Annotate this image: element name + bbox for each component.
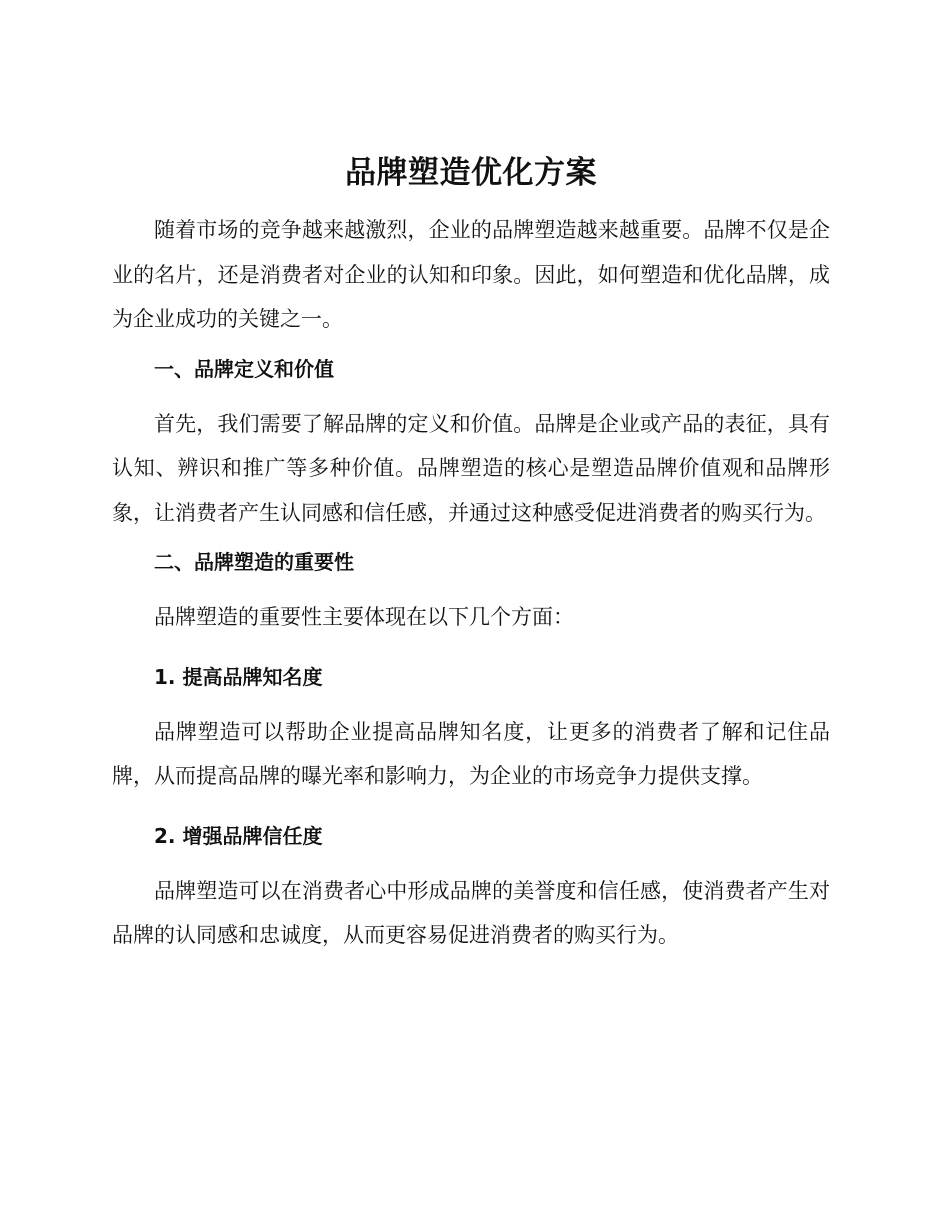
section-heading-awareness: 1. 提高品牌知名度 [154, 664, 323, 689]
intro-paragraph: 随着市场的竞争越来越激烈，企业的品牌塑造越来越重要。品牌不仅是企业的名片，还是消费者对企业的认知和印象。因此，如何塑造和优化品牌，成为企业成功的关键之一。 [112, 218, 830, 331]
section-paragraph-brand-definition: 首先，我们需要了解品牌的定义和价值。品牌是企业或产品的表征，具有认知、辨识和推广等多种价值。品牌塑造的核心是塑造品牌价值观和品牌形象，让消费者产生认同感和信任感，并通过这种感受促进消费者的购买行为。 [112, 411, 830, 525]
section-heading-brand-definition: 一、品牌定义和价值 [154, 356, 334, 381]
section-heading-trust: 2. 增强品牌信任度 [154, 823, 323, 848]
section-paragraph-trust: 品牌塑造可以在消费者心中形成品牌的美誉度和信任感，使消费者产生对品牌的认同感和忠诚度，从而更容易促进消费者的购买行为。 [112, 878, 830, 947]
document-title: 品牌塑造优化方案 [345, 155, 597, 191]
section-paragraph-awareness: 品牌塑造可以帮助企业提高品牌知名度，让更多的消费者了解和记住品牌，从而提高品牌的曝光率和影响力，为企业的市场竞争力提供支撑。 [112, 719, 830, 788]
section-paragraph-importance: 品牌塑造的重要性主要体现在以下几个方面： [154, 605, 574, 629]
section-heading-importance: 二、品牌塑造的重要性 [154, 550, 354, 574]
